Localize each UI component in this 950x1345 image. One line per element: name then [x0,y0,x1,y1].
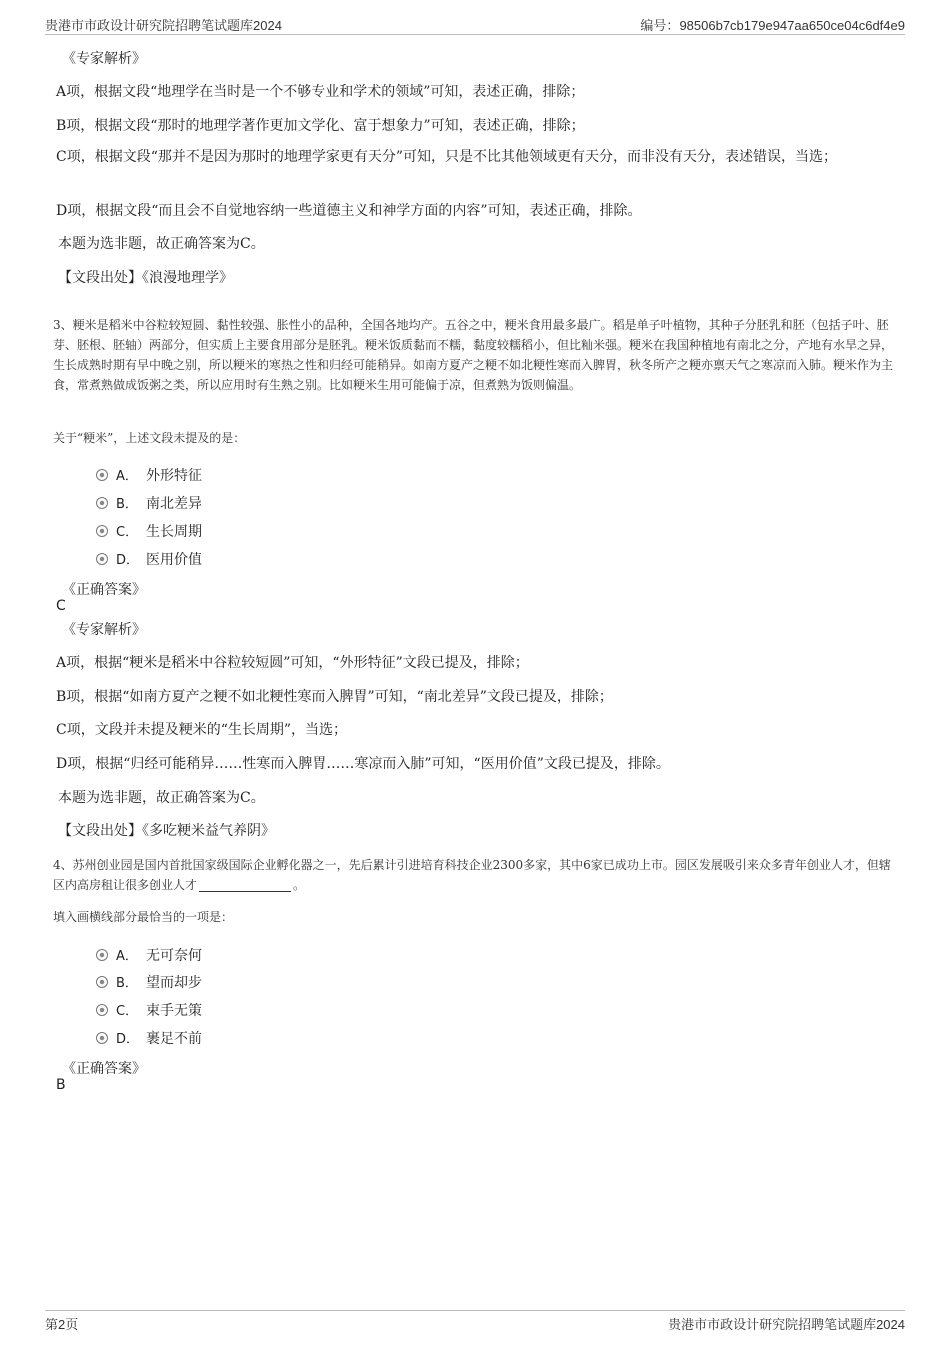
radio-icon[interactable] [96,976,108,988]
header-title: 贵港市市政设计研究院招聘笔试题库2024 [45,18,282,33]
q3-answer: C [56,598,66,614]
option-letter: C． [116,1004,139,1019]
option-text: 裹足不前 [146,1031,202,1047]
q4-option-a[interactable] [96,945,202,965]
option-letter: D． [116,553,140,568]
q2-analysis-c: C项，根据文段“那并不是因为那时的地理学家更有天分”可知，只是不比其他领域更有天分，而非没有天分，表述错误，当选； [56,149,838,165]
header-divider [45,34,905,35]
radio-icon[interactable] [96,553,108,565]
option-letter: B． [116,976,138,991]
q3-analysis-c: C项，文段并未提及粳米的“生长周期”，当选； [56,722,348,738]
option-text: 望而却步 [146,975,202,991]
q4-option-c[interactable] [96,1000,202,1020]
q3-source: 【文段出处】《多吃粳米益气养阴》 [58,823,275,839]
q2-source: 【文段出处】《浪漫地理学》 [58,270,233,286]
option-letter: D． [116,1032,140,1047]
q3-analysis-heading: 《专家解析》 [62,622,146,638]
q4-passage [53,855,899,895]
q2-analysis-a: A项，根据文段“地理学在当时是一个不够专业和学术的领域”可知，表述正确，排除； [56,84,585,100]
q2-analysis-d: D项，根据文段“而且会不自觉地容纳一些道德主义和神学方面的内容”可知，表述正确，排除。 [56,203,642,219]
option-letter: A． [116,469,138,484]
option-text: 外形特征 [146,468,202,484]
q3-question: 关于“粳米”，上述文段未提及的是： [53,431,246,445]
option-letter: A． [116,949,138,964]
q3-conclusion: 本题为选非题，故正确答案为C。 [58,790,265,806]
option-text: 医用价值 [146,552,202,568]
q3-analysis-b: B项，根据“如南方夏产之粳不如北粳性寒而入脾胃”可知，“南北差异”文段已提及，排除； [56,689,613,705]
radio-icon[interactable] [96,497,108,509]
radio-icon[interactable] [96,949,108,961]
q3-passage: 3、粳米是稻米中谷粒较短圆、黏性较强、胀性小的品种，全国各地均产。五谷之中，粳米食用最多最广。稻是单子叶植物，其种子分胚乳和胚（包括子叶、胚芽、胚根、胚轴）两部分，但实质上主要食用部分是胚乳。粳米饭质黏而不糯，黏度较糯稻小，但比籼米强。粳米在我国种植地有南北之分，产地有水旱之异，生长成熟时期有早中晚之别，所以粳米的寒热之性和归经可能稍异。如南方夏产之粳不如北粳性寒而入脾胃，秋冬所产之粳亦禀天气之寒凉而入肺。粳米作为主食，常煮熟做成饭粥之类，所以应用时有生熟之别。比如粳米生用可能偏于凉，但煮熟为饭则偏温。 [53,318,894,392]
q2-analysis-heading: 《专家解析》 [62,51,146,67]
option-text: 无可奈何 [146,948,202,964]
radio-icon[interactable] [96,1032,108,1044]
q3-option-c[interactable] [96,521,202,541]
fill-in-blank [199,879,291,892]
option-text: 南北差异 [146,496,202,512]
q3-analysis-a: A项，根据“粳米是稻米中谷粒较短圆”可知，“外形特征”文段已提及，排除； [56,655,529,671]
q2-analysis-b: B项，根据文段“那时的地理学著作更加文学化、富于想象力”可知，表述正确，排除； [56,118,585,134]
q4-option-b[interactable] [96,972,202,992]
q4-answer: B [56,1077,66,1093]
code-value: 98506b7cb179e947aa650ce04c6df4e9 [679,18,905,33]
q4-answer-heading: 《正确答案》 [62,1061,146,1077]
q3-option-d[interactable] [96,549,202,569]
q4-question: 填入画横线部分最恰当的一项是： [53,910,234,924]
radio-icon[interactable] [96,1004,108,1016]
q3-option-a[interactable] [96,465,202,485]
page-number: 第2页 [45,1317,79,1332]
footer-divider [45,1310,905,1311]
q3-analysis-d: D项，根据“归经可能稍异……性寒而入脾胃……寒凉而入肺”可知，“医用价值”文段已提及，排除。 [56,756,670,772]
q3-answer-heading: 《正确答案》 [62,582,146,598]
option-letter: B． [116,497,138,512]
code-label: 编号： [640,18,680,33]
option-text: 生长周期 [146,524,202,540]
radio-icon[interactable] [96,525,108,537]
document-code [640,15,905,34]
option-letter: C． [116,525,139,540]
option-text: 束手无策 [146,1003,202,1019]
q4-option-d[interactable] [96,1028,202,1048]
q2-conclusion: 本题为选非题，故正确答案为C。 [58,236,265,252]
q3-option-b[interactable] [96,493,202,513]
q4-passage-end: 。 [293,878,306,892]
footer-title: 贵港市市政设计研究院招聘笔试题库2024 [668,1317,905,1332]
radio-icon[interactable] [96,469,108,481]
q4-passage-text: 4、苏州创业园是国内首批国家级国际企业孵化器之一，先后累计引进培育科技企业2300多家，其中6家已成功上市。园区发展吸引来众多青年创业人才，但辖区内高房租让很多创业人才 [53,858,891,892]
